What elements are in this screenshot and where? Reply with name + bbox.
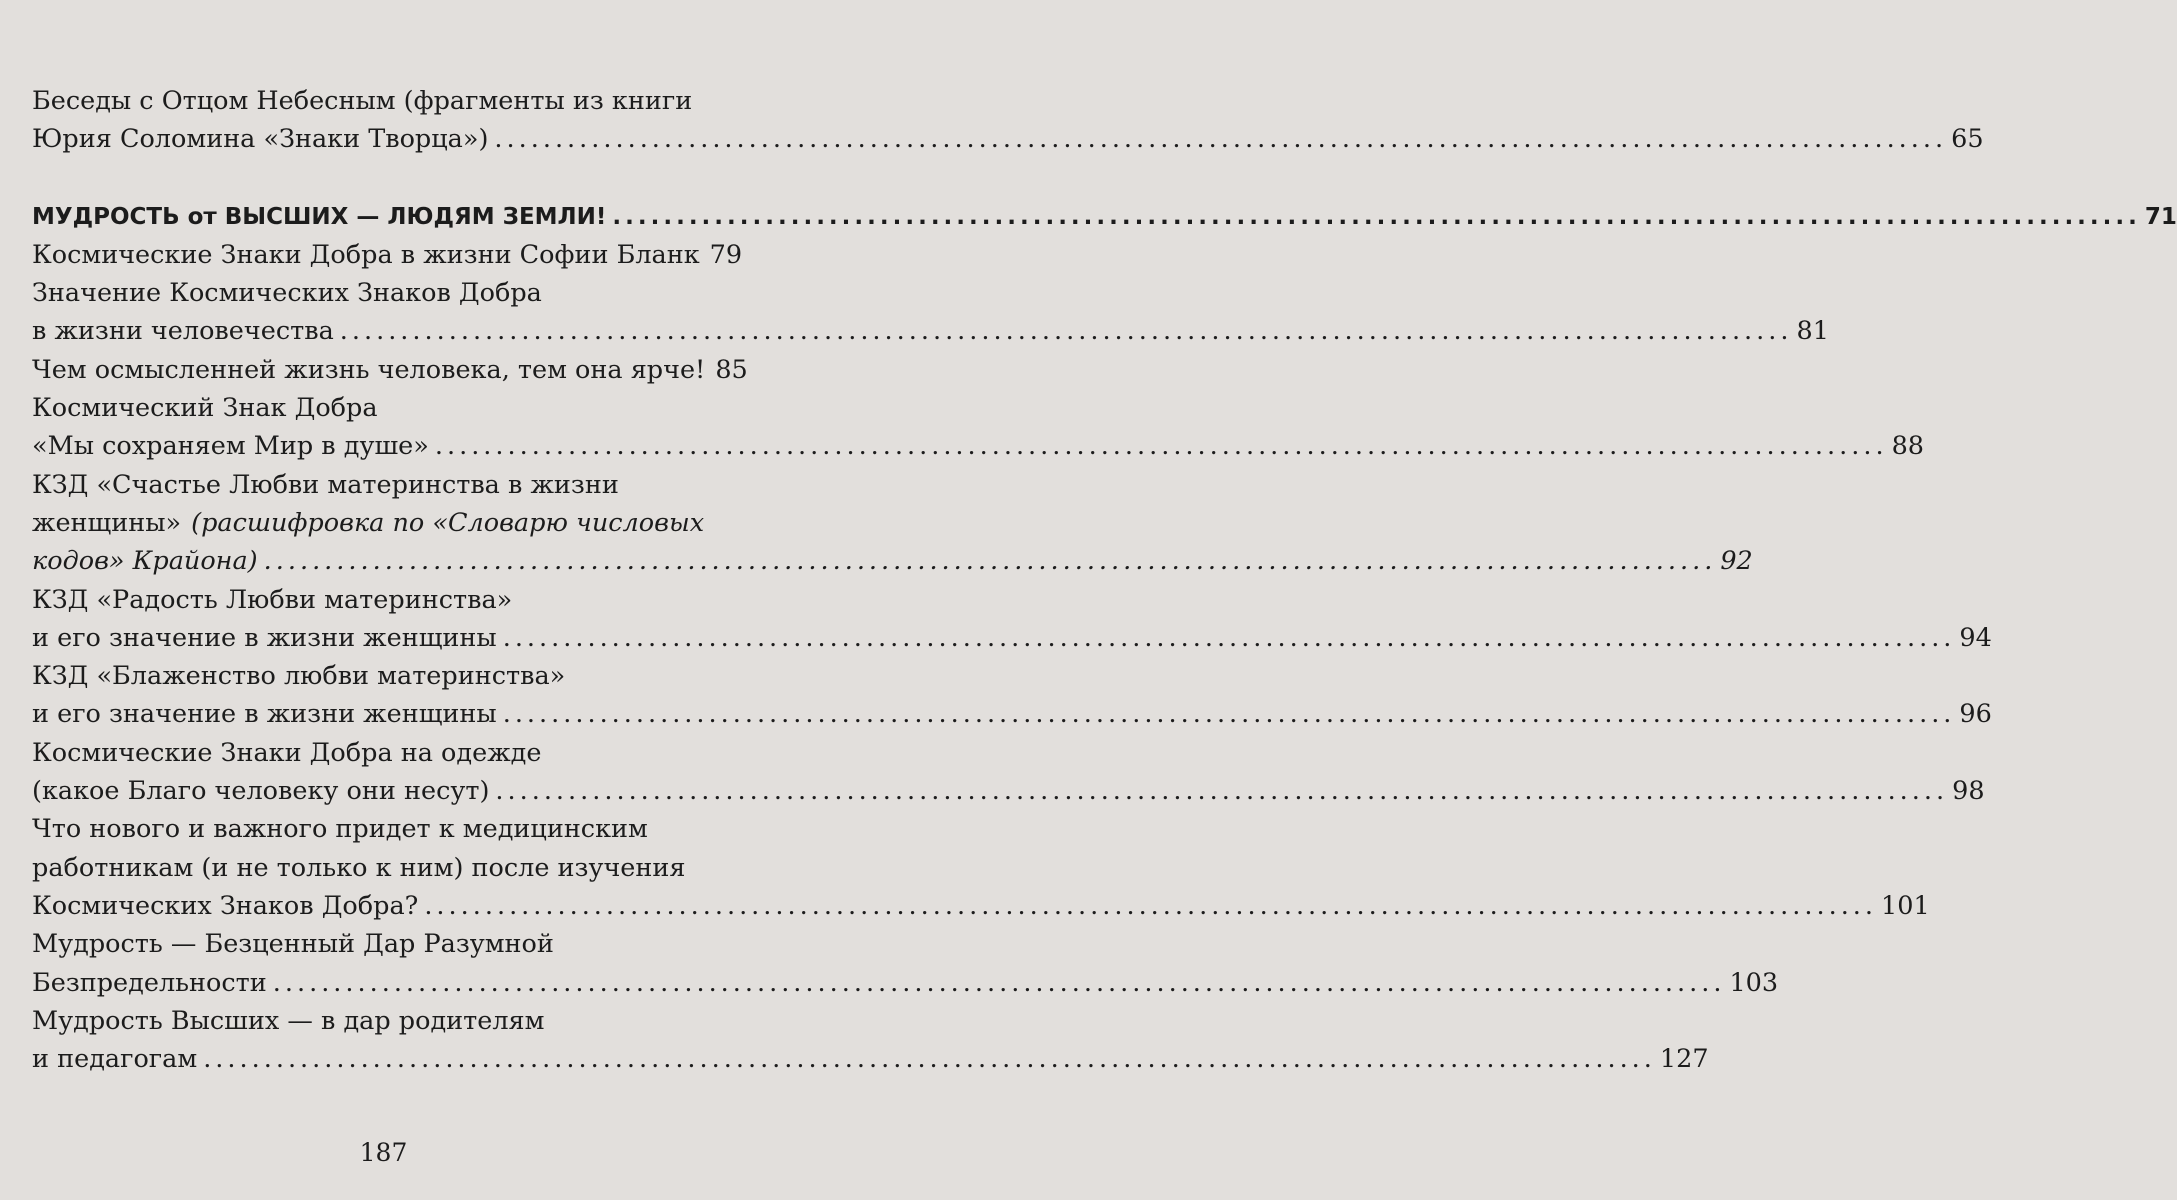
toc-entry-title: Значение Космических Знаков Добра	[32, 278, 542, 309]
toc-page-number: 101	[1881, 890, 1930, 921]
toc-entry-title: КЗД «Радость Любви материнства»	[32, 584, 513, 615]
toc-entry-note: (расшифровка по «Словарю числовых	[191, 507, 705, 538]
page-number: 187	[359, 1138, 408, 1167]
dot-leader: ........................................................................................................................	[612, 203, 2141, 230]
toc-page-number: 71	[2144, 203, 2177, 230]
toc-page-number: 96	[1959, 699, 1992, 730]
toc-entry-title: Мудрость Высших — в дар родителям	[32, 1005, 545, 1036]
toc-page-number: 81	[1796, 316, 1829, 347]
toc-page-number: 94	[1959, 622, 1992, 653]
dot-leader: ........................................................................................................................	[494, 124, 1948, 155]
toc-page-number: 65	[1951, 124, 1984, 155]
toc-entry-title: Беседы с Отцом Небесным (фрагменты из книги	[32, 86, 693, 116]
toc-entry-title: и педагогам	[32, 1044, 198, 1075]
toc-page-number: 79	[709, 239, 743, 270]
toc-entry	[32, 734, 1985, 811]
toc-entry	[32, 389, 1925, 466]
toc-entry-title: Мудрость — Безценный Дар Разумной	[32, 929, 554, 960]
toc-entry-note: кодов» Крайона)	[32, 546, 258, 577]
toc-page-number: 92	[1720, 546, 1753, 577]
toc-page-number: 103	[1729, 967, 1779, 998]
toc-entry-title: Космический Знак Добра	[32, 393, 378, 424]
toc-entry-title: Чем осмысленней жизнь человека, тем она ярче!	[32, 354, 706, 385]
dot-leader: ........................................................................................................................	[203, 1044, 1656, 1075]
toc-entry-title: в жизни человечества	[32, 316, 334, 347]
toc-page-number: 85	[715, 354, 748, 385]
toc-entry-title: Безпредельности	[32, 967, 267, 998]
dot-leader: ........................................................................................................................	[495, 776, 1949, 807]
dot-leader: ........................................................................................................................	[272, 967, 1726, 998]
toc-entry-title: работникам (и не только к ним) после изучения	[32, 852, 686, 883]
dot-leader: ........................................................................................................................	[263, 546, 1717, 577]
toc-entry-title: и его значение в жизни женщины	[32, 622, 497, 653]
toc-entry-title: женщины»	[32, 507, 182, 538]
toc-entry	[32, 810, 1930, 925]
toc-page-number: 127	[1659, 1044, 1709, 1075]
toc-entry-title: Космические Знаки Добра в жизни Софии Бланк	[32, 239, 700, 270]
toc-entry-title: Космических Знаков Добра?	[32, 890, 419, 921]
dot-leader: ........................................................................................................................	[502, 622, 1956, 653]
dot-leader: ........................................................................................................................	[424, 890, 1878, 921]
toc-entry-title: и его значение в жизни женщины	[32, 699, 497, 730]
toc-entry	[32, 581, 1992, 658]
toc-entry	[32, 466, 1753, 581]
toc-entry	[32, 274, 1829, 351]
toc-entry-title: Что нового и важного придет к медицинским	[32, 814, 648, 845]
toc-entry	[32, 1002, 1709, 1079]
toc-entry-title: КЗД «Счастье Любви материнства в жизни	[32, 469, 619, 500]
dot-leader: ........................................................................................................................	[434, 431, 1888, 462]
toc-entry-title: «Мы сохраняем Мир в душе»	[32, 431, 429, 462]
toc-entry	[32, 236, 743, 274]
toc-section-heading	[32, 198, 2177, 236]
toc-entry	[32, 657, 1992, 734]
section-title: МУДРОСТЬ от ВЫСШИХ — ЛЮДЯМ ЗЕМЛИ!	[32, 203, 607, 230]
toc-entry-title: Космические Знаки Добра на одежде	[32, 737, 542, 768]
table-of-contents	[32, 82, 2177, 1078]
toc-page-number: 88	[1891, 431, 1925, 462]
toc-entry-title: Юрия Соломина «Знаки Творца»)	[32, 124, 489, 155]
toc-entry	[32, 925, 1779, 1002]
toc-entry-title: (какое Благо человеку они несут)	[32, 776, 490, 807]
dot-leader: ........................................................................................................................	[502, 699, 1956, 730]
dot-leader: ........................................................................................................................	[339, 316, 1793, 347]
toc-page-number: 98	[1952, 776, 1985, 807]
toc-entry	[32, 351, 748, 389]
toc-entry	[32, 82, 1984, 159]
toc-entry-title: КЗД «Блаженство любви материнства»	[32, 661, 566, 692]
